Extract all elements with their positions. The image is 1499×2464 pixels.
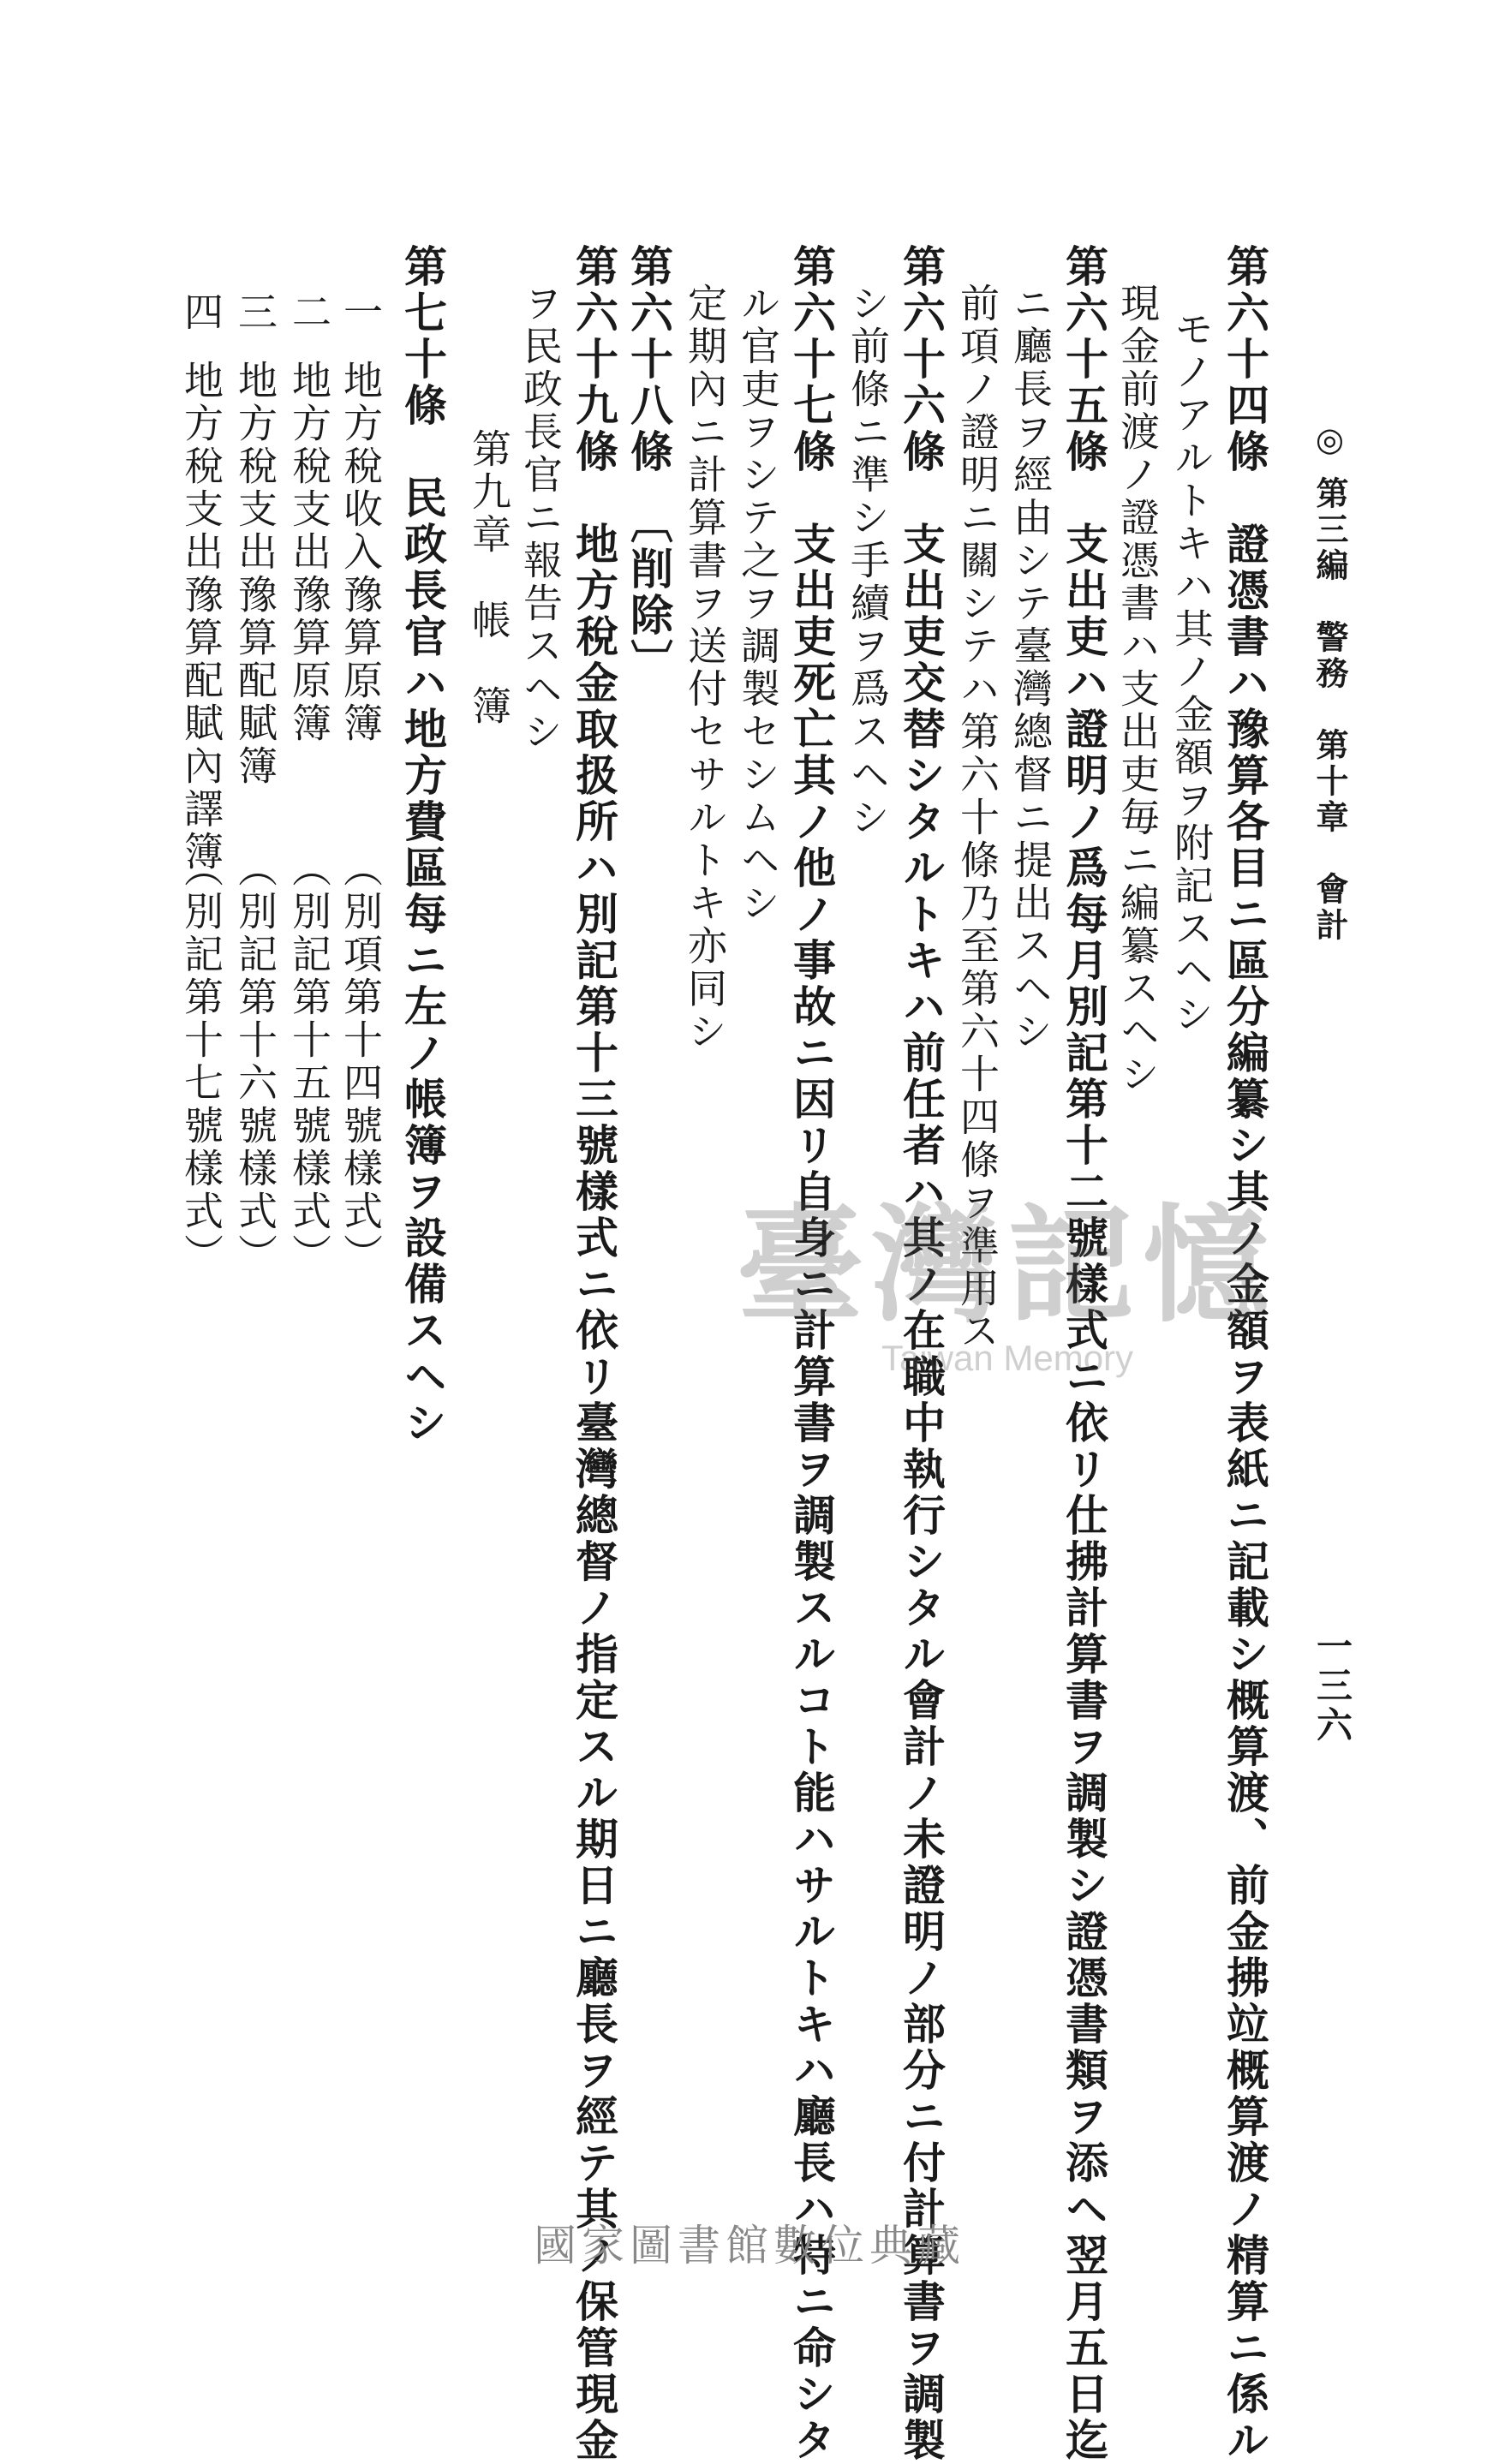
ledger-item-name-1: 地方稅收入豫算原簿 [337, 360, 384, 745]
footer-collection-label: 國家圖書館數位典藏 [534, 2221, 965, 2270]
article-65-line-1: 第六十五條 支出吏ハ證明ノ爲每月別記第十二號樣式ニ依リ仕拂計算書ヲ調製シ證憑書類ヲ添ヘ翌月五日迄 [1059, 244, 1109, 2464]
article-69-line-1: 第六十九條 地方稅金取扱所ハ別記第十三號樣式ニ依リ臺灣總督ノ指定スル期日ニ廳長ヲ經テ其ノ保管現金 [569, 244, 619, 2464]
ledger-item-form-1: （別項第十四號樣式） [337, 848, 384, 1276]
ledger-item-form-4: （別記第十七號樣式） [178, 848, 224, 1276]
ledger-item-name-4: 地方稅支出豫算配賦內譯簿 [178, 360, 224, 874]
article-64-line-1: 第六十四條 證憑書ハ豫算各目ニ區分編纂シ其ノ金額ヲ表紙ニ記載シ概算渡、前金拂竝概算渡ノ精算ニ係ル [1220, 244, 1270, 2464]
watermark-sub: Taiwan Memory [881, 1338, 1134, 1378]
ledger-item-form-3: （別記第十六號樣式） [232, 848, 278, 1276]
page-number: 一三六 [1311, 1627, 1353, 1745]
ledger-item-name-3: 地方稅支出豫算配賦簿 [232, 360, 278, 788]
running-head: ◎ 第三編 警務 第十章 會計 [1311, 420, 1349, 945]
article-65-line-2: ニ廳長ヲ經由シテ臺灣總督ニ提出スヘシ [1007, 283, 1054, 1053]
watermark-main: 臺灣記憶 [737, 1190, 1278, 1339]
ledger-item-num-3: 三 [232, 291, 278, 334]
article-67-line-2: ル官吏ヲシテ之ヲ調製セシムヘシ [735, 283, 781, 925]
article-69-line-2: ヲ民政長官ニ報告スヘシ [517, 283, 564, 754]
article-67-line-1: 第六十七條 支出吏死亡其ノ他ノ事故ニ因リ自身ニ計算書ヲ調製スルコト能ハサルトキハ廳長ハ特ニ命シタ [786, 244, 837, 2464]
article-67-line-3: 定期內ニ計算書ヲ送付セサルトキ亦同シ [682, 283, 728, 1053]
article-66-line-2: シ前條ニ準シ手續ヲ爲スヘシ [845, 283, 891, 839]
article-64-line-2: モノアルトキハ其ノ金額ヲ附記スヘシ [1168, 308, 1215, 1036]
article-66-line-1: 第六十六條 支出吏交替シタルトキハ前任者ハ其ノ在職中執行シタル會計ノ未證明ノ部分ニ付計算書ヲ調製 [896, 244, 947, 2464]
ledger-item-form-2: （別記第十五號樣式） [286, 848, 332, 1276]
ledger-item-num-1: 一 [337, 291, 384, 334]
article-65-line-3: 前項ノ證明ニ關シテハ第六十條乃至第六十四條ヲ準用ス [954, 283, 1000, 1353]
article-68: 第六十八條 〔削除〕 [624, 244, 674, 685]
article-64-line-3: 現金前渡ノ證憑書ハ支出吏毎ニ編纂スヘシ [1114, 283, 1161, 1096]
taiwan-memory-watermark [737, 1165, 1278, 1379]
ledger-item-num-4: 四 [178, 291, 224, 334]
ledger-item-num-2: 二 [286, 291, 332, 334]
article-70: 第七十條 民政長官ハ地方費區每ニ左ノ帳簿ヲ設備スヘシ [397, 244, 448, 1447]
ledger-item-name-2: 地方稅支出豫算原簿 [286, 360, 332, 745]
chapter-heading: 第九章 帳 簿 [466, 428, 512, 728]
